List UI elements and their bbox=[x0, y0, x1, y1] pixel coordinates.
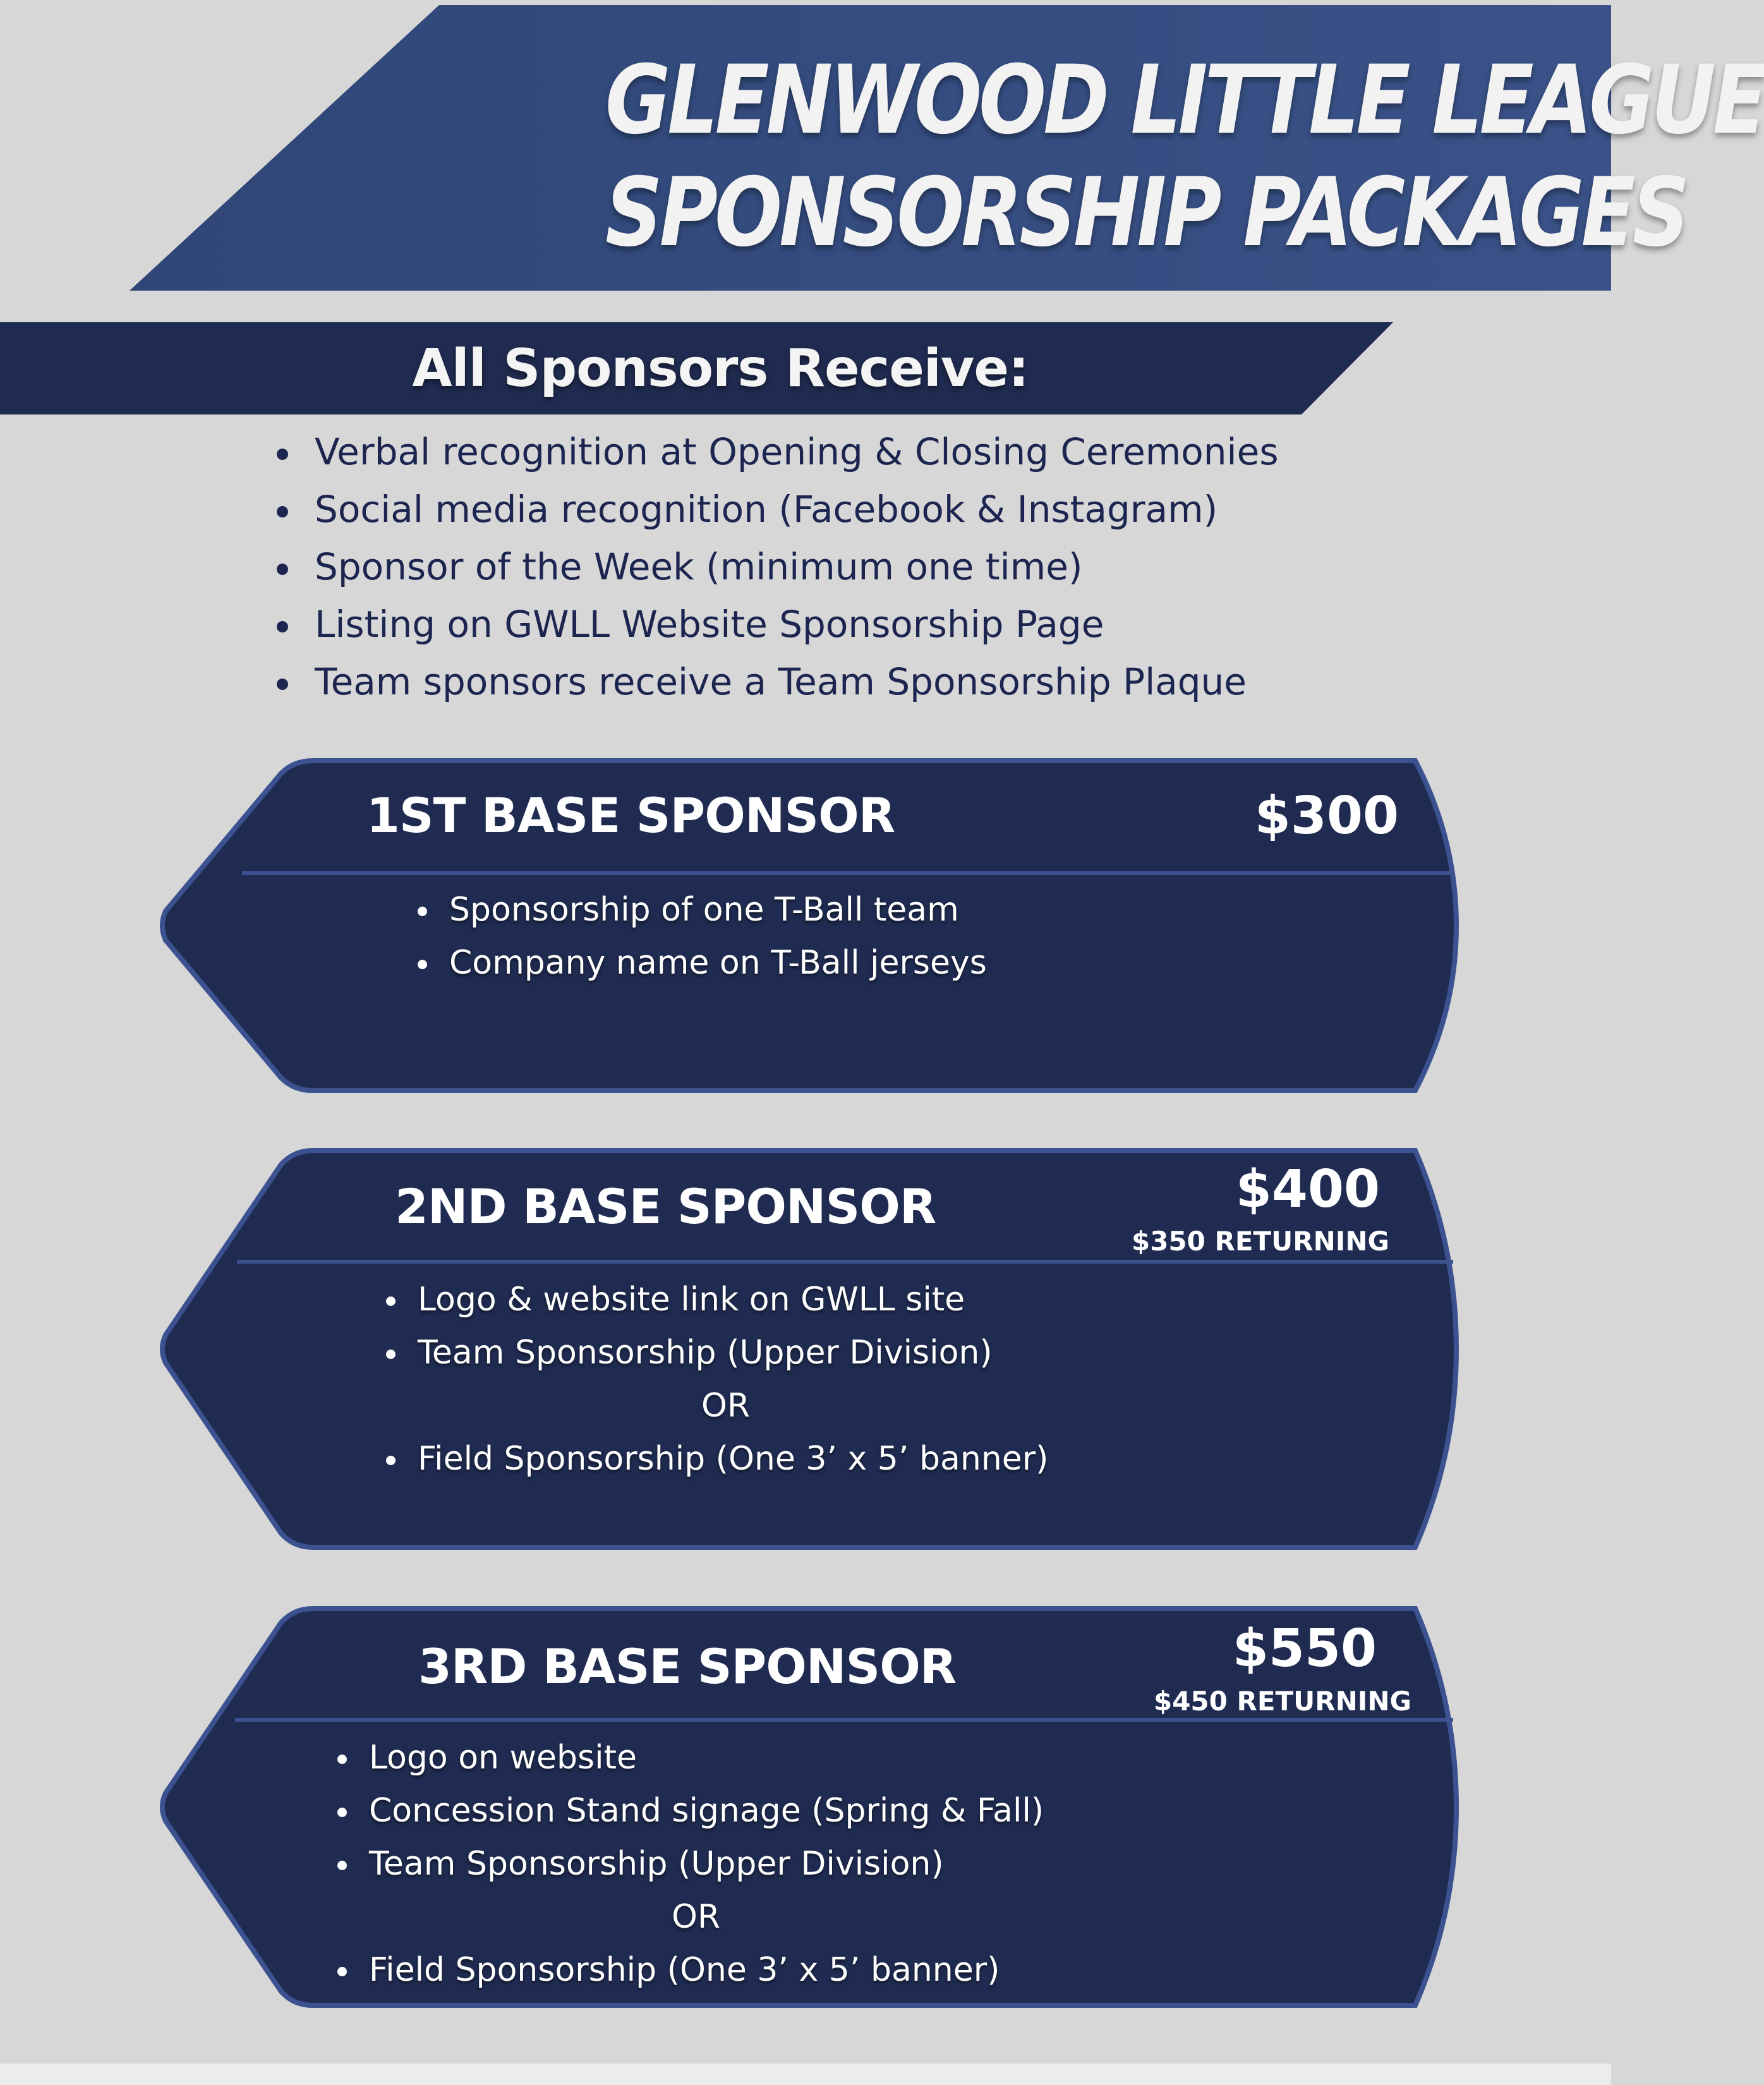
all-sponsors-benefits bbox=[272, 423, 1279, 711]
package-card-3rd-base bbox=[158, 1605, 1459, 2009]
package-items bbox=[382, 1273, 1048, 1485]
package-item: Concession Stand signage (Spring & Fall) bbox=[334, 1784, 1044, 1837]
package-price: $550 bbox=[1232, 1619, 1377, 1679]
package-item: Team Sponsorship (Upper Division) bbox=[382, 1326, 1048, 1379]
title-line-2: SPONSORSHIP PACKAGES bbox=[605, 158, 1687, 268]
package-item: Logo & website link on GWLL site bbox=[382, 1273, 1048, 1326]
benefit-item: Sponsor of the Week (minimum one time) bbox=[272, 538, 1279, 596]
page-title bbox=[605, 44, 1764, 269]
package-item-or: OR bbox=[701, 1387, 751, 1425]
package-price: $300 bbox=[1254, 786, 1399, 846]
package-card-2nd-base bbox=[158, 1147, 1459, 1551]
package-item: Sponsorship of one T-Ball team bbox=[414, 883, 987, 936]
package-item: Field Sponsorship (One 3’ x 5’ banner) bbox=[334, 1943, 1044, 1997]
package-items bbox=[414, 883, 987, 989]
all-sponsors-heading: All Sponsors Receive: bbox=[412, 338, 1029, 399]
page-bottom-margin bbox=[0, 2064, 1611, 2085]
package-returning-price: $350 RETURNING bbox=[1131, 1226, 1390, 1257]
package-returning-price: $450 RETURNING bbox=[1153, 1686, 1412, 1717]
package-item: Team Sponsorship (Upper Division) bbox=[334, 1837, 1044, 1890]
package-items bbox=[334, 1731, 1044, 1997]
benefit-item: Verbal recognition at Opening & Closing Ceremonies bbox=[272, 423, 1279, 481]
benefit-item: Social media recognition (Facebook & Instagram) bbox=[272, 481, 1279, 538]
package-card-1st-base bbox=[158, 757, 1459, 1094]
benefit-item: Team sponsors receive a Team Sponsorship Plaque bbox=[272, 653, 1279, 711]
package-price: $400 bbox=[1235, 1159, 1380, 1219]
package-item-or: OR bbox=[672, 1898, 721, 1936]
package-item: Company name on T-Ball jerseys bbox=[414, 936, 987, 989]
title-line-1: GLENWOOD LITTLE LEAGUE bbox=[605, 45, 1764, 155]
package-name: 3RD BASE SPONSOR bbox=[418, 1638, 957, 1695]
package-item: Logo on website bbox=[334, 1731, 1044, 1784]
package-item: Field Sponsorship (One 3’ x 5’ banner) bbox=[382, 1432, 1048, 1485]
package-name: 1ST BASE SPONSOR bbox=[366, 787, 895, 843]
package-name: 2ND BASE SPONSOR bbox=[395, 1178, 936, 1235]
benefit-item: Listing on GWLL Website Sponsorship Page bbox=[272, 596, 1279, 653]
